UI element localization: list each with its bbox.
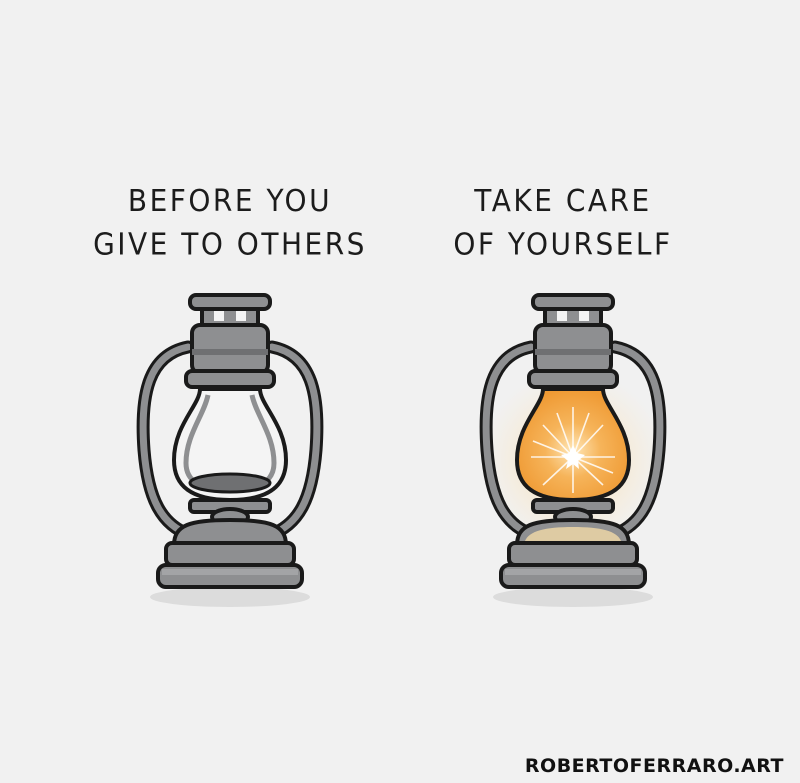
lantern-shadow [150, 587, 310, 607]
lantern-shadow [493, 587, 653, 607]
unlit-lantern-illustration [130, 285, 330, 615]
caption-left-line2: GIVE TO OTHERS [93, 226, 367, 262]
lantern-base [158, 565, 302, 587]
top-cap [190, 295, 270, 309]
caption-right-line1: TAKE CARE [474, 183, 652, 219]
caption-left [60, 180, 400, 266]
top-cap [533, 295, 613, 309]
caption-left-line1: BEFORE YOU [127, 183, 333, 219]
caption-right-line2: OF YOURSELF [453, 226, 673, 262]
caption-right [393, 180, 733, 266]
lantern-base [501, 565, 645, 587]
lit-lantern-illustration [473, 285, 673, 615]
empty-wick-tray [190, 474, 270, 492]
artist-signature: ROBERTOFERRARO.ART [524, 755, 784, 777]
